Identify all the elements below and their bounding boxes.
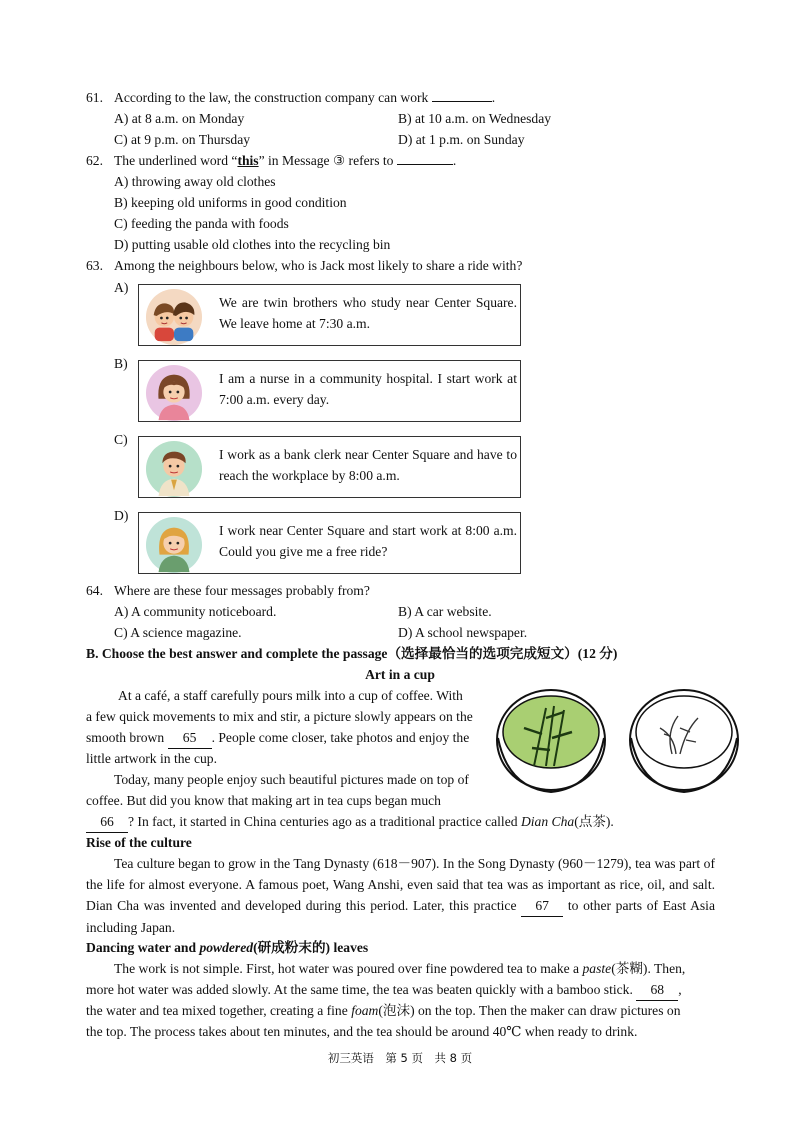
passage-p2-line3: 66 ? In fact, it started in China centuries ago as a traditional practice called Dian Cha(点茶). — [86, 811, 614, 833]
passage-p3: Tea culture began to grow in the Tang Dynasty (618－907). In the Song Dynasty (960－1279), tea was part of the life for almost everyone. A famous poet, Wang Anshi, even said that tea was as important as rice, oil, and salt. Dian Cha was invented and developed during this period. Later, this practice 67 to other parts of East Asia including Japan. — [86, 856, 715, 935]
question-61-stem: 61. According to the law, the construction company can work . — [86, 90, 496, 105]
answer-blank-62 — [397, 164, 453, 165]
option-61-c: C) at 9 p.m. on Thursday — [114, 132, 251, 147]
passage-p4-line3: the water and tea mixed together, creating a fine foam(泡沫) on the top. Then the maker can draw pictures on — [86, 1003, 681, 1018]
option-63-a-card — [138, 284, 521, 346]
answer-blank-61 — [432, 101, 492, 102]
option-62-d: D) putting usable old clothes into the recycling bin — [114, 237, 391, 252]
underlined-word: this — [237, 153, 259, 168]
passage-p4-line4: the top. The process takes about ten minutes, and the tea should be around 40℃ when ready to drink. — [86, 1024, 638, 1039]
section-b-heading: B. Choose the best answer and complete the passage（选择最恰当的选项完成短文）(12 分) — [86, 646, 618, 661]
option-61-b: B) at 10 a.m. on Wednesday — [398, 111, 552, 126]
option-64-a: A) A community noticeboard. — [114, 604, 277, 619]
white-tea-cup — [630, 690, 738, 792]
bank-clerk-avatar — [145, 440, 203, 498]
passage-p2-line2: coffee. But did you know that making art in tea cups began much — [86, 793, 441, 808]
option-64-d: D) A school newspaper. — [398, 625, 528, 640]
passage-p1-line3: smooth brown 65 . People come closer, take photos and enjoy the — [86, 727, 469, 749]
passage-p1-line1: At a café, a staff carefully pours milk into a cup of coffee. With — [118, 688, 463, 703]
option-63-a-label: A) — [114, 280, 129, 295]
option-63-a-text: We are twin brothers who study near Center Square. We leave home at 7:30 a.m. — [219, 295, 517, 331]
option-63-d-label: D) — [114, 508, 129, 523]
option-63-b-card — [138, 360, 521, 422]
passage-p1-line4: little artwork in the cup. — [86, 751, 217, 766]
option-62-a: A) throwing away old clothes — [114, 174, 276, 189]
passage-p2-line1: Today, many people enjoy such beautiful pictures made on top of — [114, 772, 469, 787]
option-62-b: B) keeping old uniforms in good condition — [114, 195, 347, 210]
woman-avatar — [145, 516, 203, 574]
answer-blank-67: 67 — [521, 895, 563, 917]
answer-blank-66: 66 — [86, 811, 128, 833]
option-64-b: B) A car website. — [398, 604, 492, 619]
passage-title: Art in a cup — [365, 667, 435, 682]
nurse-avatar — [145, 364, 203, 422]
option-64-c: C) A science magazine. — [114, 625, 242, 640]
option-63-d-card — [138, 512, 521, 574]
passage-p4-line1: The work is not simple. First, hot water was poured over fine powdered tea to make a paste(茶糊). Then, — [114, 961, 686, 976]
option-63-d-text: I work near Center Square and start work at 8:00 a.m. Could you give me a free ride? — [219, 523, 517, 559]
tea-cups-illustration — [494, 688, 744, 800]
answer-blank-65: 65 — [168, 727, 212, 749]
option-61-a: A) at 8 a.m. on Monday — [114, 111, 245, 126]
passage-p1-line2: a few quick movements to mix and stir, a picture slowly appears on the — [86, 709, 473, 724]
option-61-d: D) at 1 p.m. on Sunday — [398, 132, 525, 147]
subheading-rise-of-culture: Rise of the culture — [86, 835, 192, 850]
subheading-dancing-water: Dancing water and powdered(研成粉末的) leaves — [86, 940, 369, 955]
option-63-c-card — [138, 436, 521, 498]
twin-brothers-avatar — [145, 288, 203, 346]
option-62-c: C) feeding the panda with foods — [114, 216, 289, 231]
question-63-stem: 63. Among the neighbours below, who is Jack most likely to share a ride with? — [86, 258, 523, 273]
page-footer: 初三英语 第 5 页 共 8 页 — [327, 1051, 473, 1065]
option-63-b-text: I am a nurse in a community hospital. I start work at 7:00 a.m. every day. — [219, 371, 517, 407]
passage-p4-line2: more hot water was added slowly. At the same time, the tea was beaten quickly with a bamboo stick. 68 , — [86, 979, 682, 1001]
question-64-stem: 64. Where are these four messages probably from? — [86, 583, 370, 598]
option-63-b-label: B) — [114, 356, 128, 371]
answer-blank-68: 68 — [636, 979, 678, 1001]
question-62-stem: 62. The underlined word “this” in Message ③ refers to . — [86, 153, 457, 168]
option-63-c-label: C) — [114, 432, 128, 447]
option-63-c-text: I work as a bank clerk near Center Square and have to reach the workplace by 8:00 a.m. — [219, 447, 517, 483]
green-tea-cup — [497, 690, 605, 792]
